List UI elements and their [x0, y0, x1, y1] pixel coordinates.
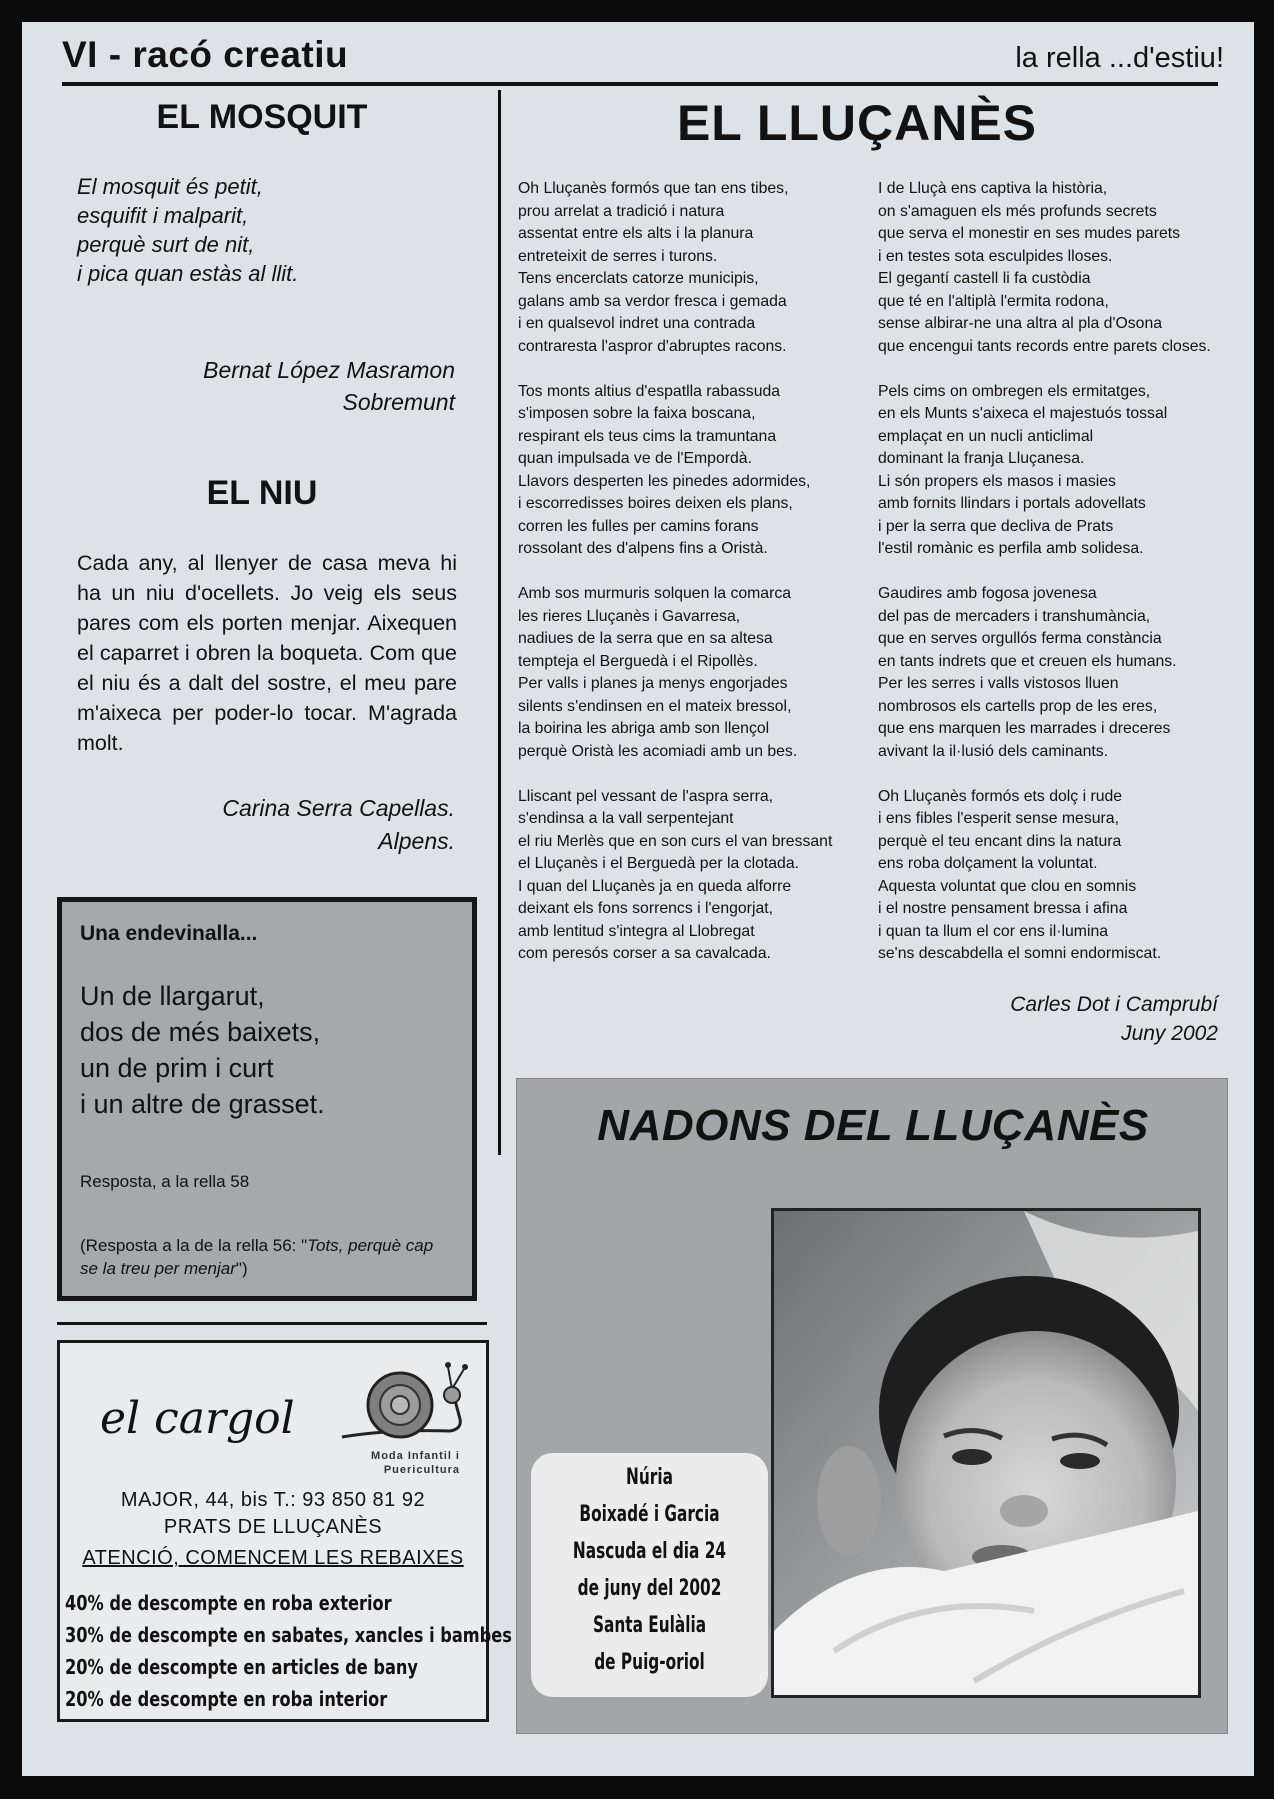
niu-text: Cada any, al llenyer de casa meva hi ha un niu d'ocellets. Jo veig els seus pares com els porten menjar. Aixequen el caparret i obren la boqueta. Com que el niu és a dalt del sostre, el meu pare m'aixeca per poder-lo tocar. M'agrada molt.: [77, 551, 457, 755]
section-separator: -: [108, 34, 122, 75]
cargol-logo: el cargol: [100, 1393, 295, 1444]
verse-line: avivant la il·lusió dels caminants.: [878, 742, 1109, 760]
baby-name: Núria: [626, 1465, 673, 1490]
verse-line: i en testes sota esculpides lloses.: [878, 247, 1113, 265]
riddle-heading: Una endevinalla...: [80, 922, 258, 945]
stanza: [878, 381, 1228, 561]
llucanes-title: EL LLUÇANÈS: [676, 95, 1038, 151]
verse-line: l'estil romànic es perfila amb solidesa.: [878, 540, 1144, 557]
riddle-answer-note: Resposta, a la rella 58: [80, 1172, 250, 1191]
verse-line: tempteja el Berguedà i el Ripollès.: [518, 652, 758, 670]
verse-line: quan impulsada ve de l'Empordà.: [518, 450, 752, 467]
verse-line: i el nostre pensament bressa i afina: [878, 900, 1128, 917]
llucanes-verses-right: [878, 178, 1228, 988]
baby-birth-line: Nascuda el dia 24: [572, 1539, 727, 1564]
verse-line: Pels cims on ombregen els ermitatges,: [878, 382, 1151, 400]
verse-line: que encengui tants records entre parets closes.: [878, 337, 1211, 355]
llucanes-verses-left: [518, 178, 858, 988]
stanza: [518, 178, 858, 358]
verse-line: les rieres Lluçanès i Gavarresa,: [518, 607, 741, 625]
ad-rule: [57, 1322, 487, 1325]
baby-place-detail: de Puig-oriol: [594, 1650, 705, 1675]
poem-line: perquè surt de nit,: [77, 232, 255, 257]
verse-line: Oh Lluçanès formós ets dolç i rude: [878, 787, 1123, 805]
section-title: [62, 34, 348, 76]
verse-line: i per la serra que decliva de Prats: [878, 517, 1114, 535]
verse-line: Li són propers els masos i masies: [878, 472, 1116, 490]
baby-surname: Boixadé i Garcia: [579, 1502, 720, 1527]
section-number: VI: [62, 34, 98, 75]
riddle-line: Un de llargarut,: [80, 981, 265, 1011]
verse-line: galans amb sa verdor fresca i gemada: [518, 292, 787, 310]
header-rule: [62, 82, 1218, 86]
verse-line: prou arrelat a tradició i natura: [518, 202, 725, 220]
mosquit-author-block: [102, 354, 455, 418]
verse-line: assentat entre els alts i la planura: [518, 225, 754, 242]
verse-line: perquè el teu encant dins la natura: [878, 832, 1122, 850]
verse-line: Oh Lluçanès formós que tan ens tibes,: [518, 180, 789, 197]
poem-line: i pica quan estàs al llit.: [77, 261, 299, 286]
niu-author-block: [102, 792, 455, 858]
column-divider: [498, 90, 501, 1155]
verse-line: respirant els teus cims la tramuntana: [518, 427, 777, 445]
verse-line: on s'amaguen els més profunds secrets: [878, 202, 1157, 220]
niu-author: Carina Serra Capellas.: [222, 795, 455, 821]
town-line: PRATS DE LLUÇANÈS: [163, 1516, 383, 1538]
verse-line: Tos monts altius d'espatlla rabassuda: [518, 382, 781, 400]
verse-line: s'imposen sobre la faixa boscana,: [518, 405, 756, 422]
poem-line: El mosquit és petit,: [77, 174, 263, 199]
verse-line: emplaçat en un nucli anticlimal: [878, 427, 1094, 445]
baby-photo: [771, 1208, 1201, 1698]
verse-line: El gegantí castell li fa custòdia: [878, 270, 1091, 287]
discount-list: [65, 1587, 512, 1715]
baby-place: Santa Eulàlia: [592, 1613, 707, 1638]
riddle-poem: [80, 978, 325, 1122]
llucanes-date: Juny 2002: [1121, 1022, 1218, 1045]
verse-line: la boirina les abriga amb son llençol: [518, 720, 770, 737]
discount-item: 20% de descompte en articles de bany: [65, 1655, 418, 1679]
llucanes-author: Carles Dot i Camprubí: [1010, 993, 1218, 1016]
baby-photo-illustration: [774, 1211, 1198, 1695]
verse-line: que serva el monestir en ses mudes parets: [878, 225, 1181, 242]
discount-item: 20% de descompte en roba interior: [65, 1687, 388, 1711]
riddle-line: dos de més baixets,: [80, 1017, 321, 1047]
stanza: [878, 583, 1228, 763]
snail-icon: [332, 1349, 472, 1449]
verse-line: dominant la franja Lluçanesa.: [878, 450, 1085, 467]
verse-line: el Lluçanès i el Berguedà per la clotada.: [518, 855, 800, 872]
riddle-line: i un altre de grasset.: [80, 1089, 325, 1119]
riddle-previous-answer: (Resposta a la de la rella 56: "Tots, perquè cap se la treu per menjar"): [80, 1236, 434, 1278]
cargol-advertisement: [57, 1340, 512, 1722]
verse-line: i ens fibles l'esperit sense mesura,: [878, 810, 1119, 827]
niu-title: EL NIU: [206, 474, 318, 512]
verse-line: Aquesta voluntat que clou en somnis: [878, 877, 1137, 895]
verse-line: Amb sos murmuris solquen la comarca: [518, 585, 792, 602]
mosquit-title: EL MOSQUIT: [156, 98, 368, 136]
stanza: [878, 786, 1228, 966]
verse-line: s'endinsa a la vall serpentejant: [518, 810, 734, 827]
verse-line: contraresta l'aspror d'abruptes racons.: [518, 337, 787, 355]
verse-line: Per valls i planes ja menys engorjades: [518, 675, 788, 692]
baby-info-card: [531, 1453, 768, 1697]
discount-item: 40% de descompte en roba exterior: [65, 1591, 392, 1615]
page: [22, 22, 1254, 1776]
section-name: racó creatiu: [132, 34, 349, 75]
riddle-line: un de prim i curt: [80, 1053, 274, 1083]
verse-line: amb fornits llindars i portals adovellats: [878, 495, 1146, 512]
verse-line: Lliscant pel vessant de l'aspra serra,: [518, 787, 774, 805]
verse-line: entreteixit de serres i turons.: [518, 247, 718, 265]
verse-line: nombrosos els cartells prop de les eres,: [878, 697, 1158, 715]
verse-line: en tants indrets que et creuen els humans.: [878, 652, 1177, 670]
verse-line: que ens marquen les marrades i dreceres: [878, 720, 1171, 737]
verse-line: Llavors desperten les pinedes adormides,: [518, 472, 811, 490]
verse-line: deixant els fons sorrencs i l'engorjat,: [518, 900, 774, 917]
verse-line: Tens encerclats catorze municipis,: [518, 270, 759, 287]
stanza: [518, 786, 858, 966]
verse-line: ens roba dolçament la voluntat.: [878, 855, 1098, 872]
mosquit-author: Bernat López Masramon: [203, 357, 455, 383]
verse-line: com peresós corser a sa cavalcada.: [518, 945, 771, 962]
verse-line: perquè Oristà les acomiadi amb un bes.: [518, 742, 798, 760]
verse-line: I quan del Lluçanès ja en queda alforre: [518, 877, 792, 895]
stanza: [518, 381, 858, 561]
verse-line: silents s'endinsen en el mateix bressol,: [518, 697, 792, 715]
poem-line: esquifit i malparit,: [77, 203, 249, 228]
verse-line: que en serves orgullós ferma constància: [878, 630, 1162, 647]
address-line: MAJOR, 44, bis T.: 93 850 81 92: [120, 1489, 426, 1511]
verse-line: I de Lluçà ens captiva la història,: [878, 180, 1108, 197]
baby-birth-date: de juny del 2002: [577, 1576, 722, 1601]
discount-item: 30% de descompte en sabates, xancles i bambes: [65, 1623, 512, 1647]
verse-line: corren les fulles per camins forans: [518, 517, 759, 535]
cargol-tagline: Moda Infantil i Puericultura: [371, 1450, 460, 1476]
llucanes-author-block: [822, 990, 1218, 1048]
issue-title: la rella ...d'estiu!: [1015, 42, 1224, 74]
verse-line: i quan ta llum el cor ens il·lumina: [878, 922, 1109, 940]
riddle-box: [57, 897, 477, 1301]
verse-line: rossolant des d'alpens fins a Oristà.: [518, 540, 768, 557]
verse-line: i en qualsevol indret una contrada: [518, 315, 756, 332]
verse-line: se'ns descabdella el somni endormiscat.: [878, 945, 1162, 962]
verse-line: amb lentitud s'integra al Llobregat: [518, 922, 755, 940]
verse-line: i escorredisses boires deixen els plans,: [518, 495, 793, 512]
stanza: [878, 178, 1228, 358]
verse-line: en els Munts s'aixeca el majestuós tossal: [878, 405, 1168, 422]
verse-line: nadiues de la serra que en sa altesa: [518, 630, 773, 647]
verse-line: sense albirar-ne una altra al pla d'Osona: [878, 315, 1163, 332]
cargol-address: [60, 1487, 486, 1541]
niu-place: Alpens.: [378, 828, 455, 854]
verse-line: Gaudires amb fogosa jovenesa: [878, 585, 1097, 602]
nadons-title: NADONS DEL LLUÇANÈS: [597, 1101, 1149, 1150]
mosquit-place: Sobremunt: [342, 389, 455, 415]
mosquit-poem: [77, 172, 457, 288]
nadons-panel: [516, 1078, 1228, 1734]
stanza: [518, 583, 858, 763]
verse-line: el riu Merlès que en son curs el van bressant: [518, 832, 833, 850]
verse-line: que té en l'altiplà l'ermita rodona,: [878, 292, 1109, 310]
sales-notice: ATENCIÓ, COMENCEM LES REBAIXES: [82, 1547, 464, 1569]
verse-line: Per les serres i valls vistosos lluen: [878, 675, 1119, 692]
verse-line: del pas de mercaders i transhumància,: [878, 607, 1151, 625]
